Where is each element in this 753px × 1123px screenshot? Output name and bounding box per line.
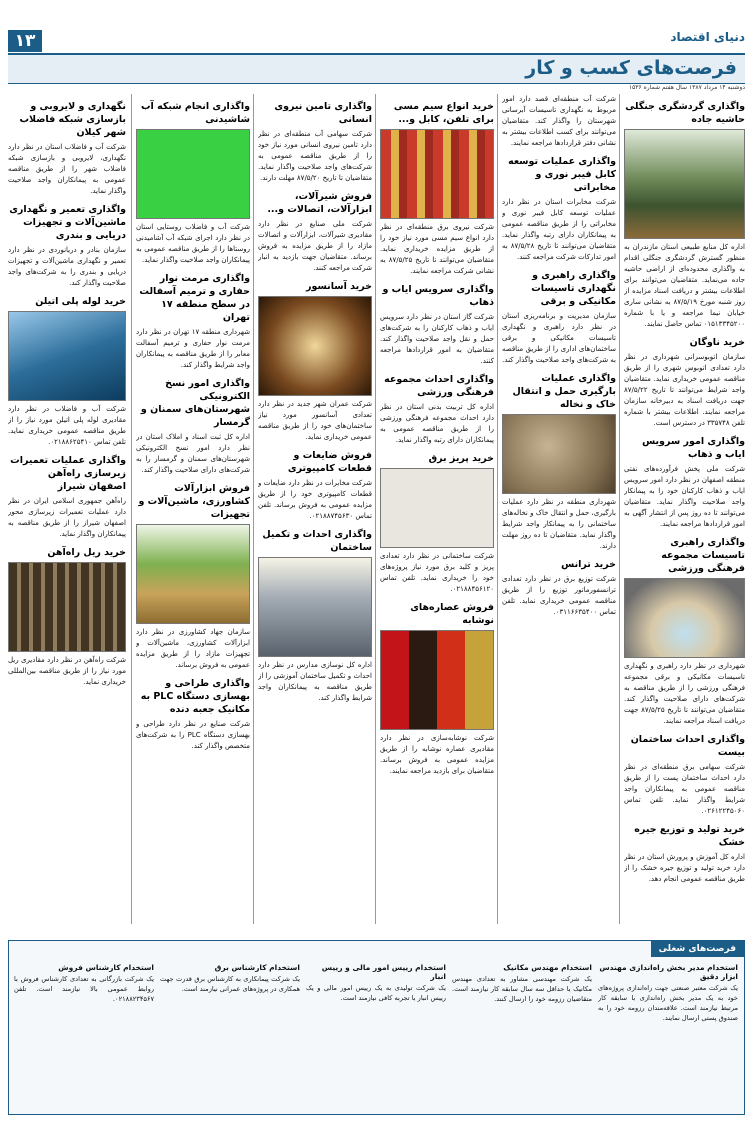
article-body: شرکت گاز استان در نظر دارد سرویس ایاب و ذهاب کارکنان را به شرکت‌های حمل و نقل واجد صلاحیت واگذار کند. متقاضیان به امور قراردادها مراجعه کنند. — [380, 313, 494, 365]
article-body: شهرداری در نظر دارد راهبری و نگهداری تاسیسات مکانیکی و برقی مجموعه فرهنگی ورزشی را از طریق مناقصه به شرکت‌های دارای صلاحیت واگذار کند. متقاضیان می‌توانند تا تاریخ ۸۷/۵/۲۵ جهت دریافت اسناد مراجعه نمایند. — [624, 662, 745, 725]
article-title: خرید لوله پلی اتیلن — [35, 296, 126, 307]
copper-wire-photo — [380, 129, 494, 219]
article-title: واگذاری احداث ساختمان بیست — [630, 734, 745, 758]
article-title: واگذاری راهبری تاسیسات مجموعه فرهنگی ورزشی — [661, 537, 745, 574]
classified-title: استخدام کارشناس برق — [214, 963, 300, 972]
dateline: دوشنبه ۱۴ مرداد ۱۳۸۷ سال هفتم شماره ۱۵۳۶ — [628, 84, 745, 91]
article-title: خرید آسانسور — [306, 281, 372, 292]
article-body: شرکت آب منطقه‌ای قصد دارد امور مربوط به نگهداری تاسیسات آبرسانی شهرستان را واگذار کند. متقاضیان می‌توانند برای کسب اطلاعات بیشتر به نشانی دفتر قراردادها مراجعه نمایند. — [502, 95, 616, 147]
forest-photo — [624, 129, 745, 239]
article — [624, 733, 745, 817]
classified-item — [160, 961, 300, 1111]
article-body: سازمان بنادر و دریانوردی در نظر دارد تعمیر و نگهداری ماشین‌آلات و تجهیزات دریایی و بندری را به شرکت‌های واجد صلاحیت واگذار کند. — [8, 246, 126, 287]
classified-body: یک شرکت معتبر صنعتی جهت راه‌اندازی پروژه‌های خود به یک مدیر بخش راه‌اندازی با سابقه کار مرتبط نیازمند است. علاقه‌مندان رزومه خود را به صندوق پستی ارسال نمایند. — [598, 984, 738, 1022]
classified-item — [14, 961, 154, 1111]
article — [380, 373, 494, 446]
article-title: واگذاری گردشگری جنگلی حاشیه جاده — [625, 101, 745, 125]
column-5 — [136, 94, 250, 924]
article-title: خرید انواع سیم مسی برای تلفن، کابل و... — [393, 101, 494, 125]
article-title: واگذاری امور نسخ الکترونیکی شهرستان‌های سمنان و گرمسار — [140, 378, 250, 428]
harvester-photo — [136, 524, 250, 624]
article-body: شرکت راه‌آهن در نظر دارد مقادیری ریل مورد نیاز را از طریق مناقصه بین‌المللی خریداری نماید. — [8, 656, 126, 686]
article-body: سازمان جهاد کشاورزی در نظر دارد ابزارآلات کشاورزی، ماشین‌آلات و تجهیزات مازاد را از طریق مزایده عمومی به فروش برساند. — [136, 628, 250, 669]
article-body: شرکت ملی صنایع در نظر دارد مقادیری شیرآلات، ابزارآلات و اتصالات مازاد را از طریق مزایده به فروش برساند. متقاضیان جهت بازدید به انبار شرکت مراجعه کنند. — [258, 220, 372, 272]
classified-title: استخدام مهندس مکانیک — [503, 963, 592, 972]
section-header — [8, 53, 745, 84]
article — [380, 601, 494, 777]
column-6 — [8, 94, 126, 924]
article-body: شهرداری منطقه در نظر دارد عملیات بارگیری، حمل و انتقال خاک و نخاله‌های ساختمانی را به پیمانکار واجد شرایط واگذار نماید. متقاضیان تا ده روز مهلت دارند. — [502, 498, 616, 550]
article — [502, 269, 616, 366]
classified-item — [306, 961, 446, 1111]
classified-title: استخدام کارشناس فروش — [58, 963, 154, 972]
article-body: شرکت نوشابه‌سازی در نظر دارد مقادیری عصاره نوشابه را از طریق مزایده عمومی به فروش برساند. متقاضیان برای بازدید مراجعه نمایند. — [380, 734, 494, 775]
article — [380, 452, 494, 595]
article-title: فروش ضایعات و قطعات کامپیوتری — [287, 450, 372, 474]
classified-body: یک شرکت تولیدی به یک رییس امور مالی و یک رییس انبار با تجربه کافی نیازمند است. — [306, 984, 446, 1002]
column-4 — [258, 94, 372, 924]
classified-item — [452, 961, 592, 1111]
soda-bottles-photo — [380, 630, 494, 730]
article — [8, 100, 126, 197]
article-body: شرکت ملی پخش فرآورده‌های نفتی منطقه اصفهان در نظر دارد امور سرویس ایاب و ذهاب کارکنان خود را به پیمانکار واجد صلاحیت واگذار نماید. متقاضیان می‌توانند تا ده روز پس از انتشار آگهی به امور قراردادها مراجعه نمایند. — [624, 465, 745, 528]
power-outlet-photo — [380, 468, 494, 548]
article — [380, 100, 494, 277]
article — [502, 558, 616, 618]
article-body: سازمان مدیریت و برنامه‌ریزی استان در نظر دارد راهبری و نگهداری تاسیسات مکانیکی و برقی ساختمان‌های اداری را از طریق مناقصه به شرکت‌های واجد صلاحیت واگذار کند. — [502, 312, 616, 364]
article-body: شرکت آب و فاضلاب استان در نظر دارد نگهداری، لایروبی و بازسازی شبکه فاضلاب شهر را از طریق مناقصه عمومی به پیمانکاران واجد صلاحیت واگذار نماید. — [8, 143, 126, 195]
article-body: شهرداری منطقه ۱۷ تهران در نظر دارد مرمت نوار حفاری و ترمیم آسفالت معابر را از طریق مناقصه به پیمانکاران واجد شرایط واگذار کند. — [136, 328, 250, 369]
classifieds-box — [8, 940, 745, 1115]
article-title: واگذاری عملیات بارگیری حمل و انتقال خاک و نخاله — [512, 373, 616, 410]
article — [624, 336, 745, 429]
soil-photo — [502, 414, 616, 494]
article — [136, 482, 250, 671]
article-body: شرکت سهامی آب منطقه‌ای در نظر دارد تامین نیروی انسانی مورد نیاز خود را از طریق مناقصه عمومی به شرکت‌های واجد صلاحیت واگذار نماید. متقاضیان تا تاریخ ۸۷/۵/۲۰ مهلت دارند. — [258, 130, 372, 182]
article-title: واگذاری طراحی و بهسازی دستگاه PLC به مکانیک جعبه دنده — [140, 678, 250, 715]
classified-body: یک شرکت بازرگانی به تعدادی کارشناس فروش با روابط عمومی بالا نیازمند است. تلفن ۰۲۱۸۸۲۳۴۵۶۷. — [14, 975, 154, 1003]
article-title: فروش عصاره‌های نوشابه — [410, 602, 494, 626]
article — [136, 677, 250, 752]
column-1 — [624, 94, 745, 924]
classified-title: استخدام رییس امور مالی و رییس انبار — [321, 963, 446, 981]
water-tap-photo — [136, 129, 250, 219]
article-title: خرید تولید و توزیع جیره خشک — [634, 824, 745, 848]
article — [136, 377, 250, 476]
article-title: واگذاری مرمت نوار حفاری و ترمیم آسفالت در سطح منطقه ۱۷ تهران — [139, 273, 250, 323]
article-title: واگذاری انجام شبکه آب شاشیدنی — [140, 101, 250, 125]
article-body: سازمان اتوبوسرانی شهرداری در نظر دارد تعدادی اتوبوس شهری را از طریق مناقصه عمومی خریداری نماید. متقاضیان واجد شرایط می‌توانند تا تاریخ ۸۷/۵/۲۲ جهت دریافت اسناد به دبیرخانه سازمان مراجعه نمایند. اطلاعات بیشتر با شماره تلفن ۳۳۵۷۴۸ در دسترس است. — [624, 353, 745, 427]
article-body: اداره کل ثبت اسناد و املاک استان در نظر دارد امور نسخ الکترونیکی شهرستان‌های سمنان و گرمسار را به شرکت‌های دارای صلاحیت واگذار کند. — [136, 433, 250, 474]
article-body: شرکت نیروی برق منطقه‌ای در نظر دارد انواع سیم مسی مورد نیاز خود را از طریق مزایده خریداری نماید. متقاضیان می‌توانند تا تاریخ ۸۷/۵/۲۵ به نشانی شرکت مراجعه نمایند. — [380, 223, 494, 275]
article — [8, 546, 126, 688]
article — [624, 823, 745, 885]
article-title: خرید ریل راه‌آهن — [47, 547, 126, 558]
article-title: فروش ابزارآلات کشاورزی، ماشین‌آلات و تجهیزات — [138, 483, 250, 520]
classified-item — [598, 961, 738, 1111]
article-title: فروش شیرآلات، ابزارآلات، اتصالات و... — [267, 191, 372, 215]
article — [8, 295, 126, 448]
classified-body: یک شرکت مهندسی مشاور به تعدادی مهندس مکانیک با حداقل سه سال سابقه کار نیازمند است. متقاضیان رزومه خود را ارسال کنند. — [452, 975, 592, 1003]
article-body: شرکت مخابرات استان در نظر دارد عملیات توسعه کابل فیبر نوری و مخابراتی را از طریق مناقصه عمومی به پیمانکاران دارای رتبه واگذار نماید. متقاضیان می‌توانند تا تاریخ ۸۷/۵/۲۸ به امور تدارکات شرکت مراجعه کنند. — [502, 198, 616, 261]
article-body: شرکت آب و فاضلاب روستایی استان در نظر دارد اجرای شبکه آب آشامیدنی روستاها را از طریق مناقصه عمومی به پیمانکاران واجد صلاحیت واگذار نماید. — [136, 223, 250, 264]
article — [502, 372, 616, 552]
article — [624, 435, 745, 530]
article-title: واگذاری سرویس ایاب و ذهاب — [382, 284, 494, 308]
article — [136, 100, 250, 266]
article — [258, 449, 372, 522]
article-body: اداره کل آموزش و پرورش استان در نظر دارد خرید تولید و توزیع جیره خشک را از طریق مناقصه عمومی انجام دهد. — [624, 853, 745, 883]
article-title: واگذاری عملیات توسعه کابل فیبر نوری و مخابراتی — [508, 156, 616, 193]
article-body: شرکت ساختمانی در نظر دارد تعدادی پریز و کلید برق مورد نیاز پروژه‌های خود را خریداری نماید. تلفن تماس ۰۲۱۸۸۴۵۶۱۲۰. — [380, 552, 494, 593]
pipe-photo — [8, 311, 126, 401]
article-body: شرکت توزیع برق در نظر دارد تعدادی ترانسفورماتور توزیع را از طریق مناقصه عمومی خریداری نماید. تلفن تماس ۰۳۱۱۶۶۳۵۴۰۰. — [502, 575, 616, 616]
article — [502, 155, 616, 263]
article-title: واگذاری تعمیر و نگهداری ماشین‌آلات و تجهیزات دریایی و بندری — [9, 204, 126, 241]
article-title: خرید پریز برق — [428, 453, 494, 464]
article-body: شرکت آب و فاضلاب در نظر دارد مقادیری لوله پلی اتیلن مورد نیاز را از طریق مناقصه عمومی خریداری نماید. تلفن تماس ۰۲۱۸۸۶۲۵۴۱۰. — [8, 405, 126, 446]
article — [258, 528, 372, 704]
article-title: نگهداری و لایروبی و بازسازی شبکه فاضلاب شهر کیلان — [19, 101, 126, 138]
article-title: واگذاری امور سرویس ایاب و ذهاب — [642, 436, 745, 460]
article-body: اداره کل نوسازی مدارس در نظر دارد احداث و تکمیل ساختمان آموزشی را از طریق مناقصه به پیمانکاران واجد شرایط واگذار کند. — [258, 661, 372, 702]
article-title: خرید ناوگان — [689, 337, 745, 348]
building-photo — [258, 557, 372, 657]
article-title: خرید ترانس — [561, 559, 616, 570]
classified-title: استخدام مدیر بخش راه‌اندازی مهندس ابزار دقیق — [599, 963, 738, 981]
article-title: واگذاری عملیات تعمیرات زیرسازی راه‌آهن اصفهان شیراز — [10, 455, 126, 492]
stadium-dome-photo — [624, 578, 745, 658]
rail-photo — [8, 562, 126, 652]
column-3 — [380, 94, 494, 924]
article — [258, 100, 372, 184]
article-title: واگذاری تامین نیروی انسانی — [274, 101, 372, 125]
page-number: ١٣ — [8, 30, 42, 52]
classifieds-heading: فرصت‌های شغلی — [651, 941, 744, 957]
article-body: شرکت مخابرات در نظر دارد ضایعات و قطعات کامپیوتری خود را از طریق مزایده عمومی به فروش برساند. تلفن تماس ۰۲۱۸۸۷۴۵۶۳۰. — [258, 479, 372, 520]
article-title: واگذاری راهبری و نگهداری تاسیسات مکانیکی و برقی — [531, 270, 616, 307]
article — [624, 100, 745, 330]
article-title: واگذاری احداث مجموعه فرهنگی ورزشی — [384, 374, 494, 398]
article-body: اداره کل منابع طبیعی استان مازندران به منظور گسترش گردشگری جنگلی اقدام به واگذاری محدوده‌ای از اراضی حاشیه جاده می‌نماید. متقاضیان می‌توانند برای اطلاعات بیشتر و دریافت اسناد مزایده از روز شنبه مورخ ۸۷/۵/۱۹ به نشانی ساری خیابان نیما مراجعه و یا با شماره ۰۱۵۱۳۳۴۵۲۰۰ تماس حاصل نمایند. — [624, 243, 745, 328]
article-body: اداره کل تربیت بدنی استان در نظر دارد احداث مجموعه فرهنگی ورزشی را از طریق مناقصه عمومی به پیمانکاران دارای رتبه واگذار نماید. — [380, 403, 494, 444]
article — [380, 283, 494, 367]
classified-body: یک شرکت پیمانکاری به کارشناس برق قدرت جهت همکاری در پروژه‌های عمرانی نیازمند است. — [160, 975, 300, 993]
elevator-photo — [258, 296, 372, 396]
column-2 — [502, 94, 616, 924]
article-body: شرکت سهامی برق منطقه‌ای در نظر دارد احداث ساختمان پست را از طریق مناقصه عمومی به پیمانکاران واجد شرایط واگذار نماید. تلفن تماس ۰۲۶۱۲۲۴۵۰۶۰. — [624, 763, 745, 815]
masthead — [0, 0, 753, 52]
article-body: راه‌آهن جمهوری اسلامی ایران در نظر دارد عملیات تعمیرات زیرسازی محور اصفهان شیراز را از طریق مناقصه به پیمانکاران واگذار نماید. — [8, 497, 126, 538]
page-title: فرصت‌های کسب و کار — [525, 57, 737, 79]
article-body: شرکت صنایع در نظر دارد طراحی و بهسازی دستگاه PLC را به شرکت‌های متخصص واگذار کند. — [136, 720, 250, 750]
article-title: واگذاری احداث و تکمیل ساختمان — [262, 529, 372, 553]
article — [8, 203, 126, 289]
article — [502, 94, 616, 149]
brand-name: دنیای اقتصاد — [670, 30, 745, 44]
article — [624, 536, 745, 727]
article-body: شرکت عمران شهر جدید در نظر دارد تعدادی آسانسور مورد نیاز ساختمان‌های خود را از طریق مناقصه عمومی خریداری نماید. — [258, 400, 372, 441]
article — [258, 280, 372, 443]
article — [258, 190, 372, 274]
article — [136, 272, 250, 371]
article — [8, 454, 126, 540]
